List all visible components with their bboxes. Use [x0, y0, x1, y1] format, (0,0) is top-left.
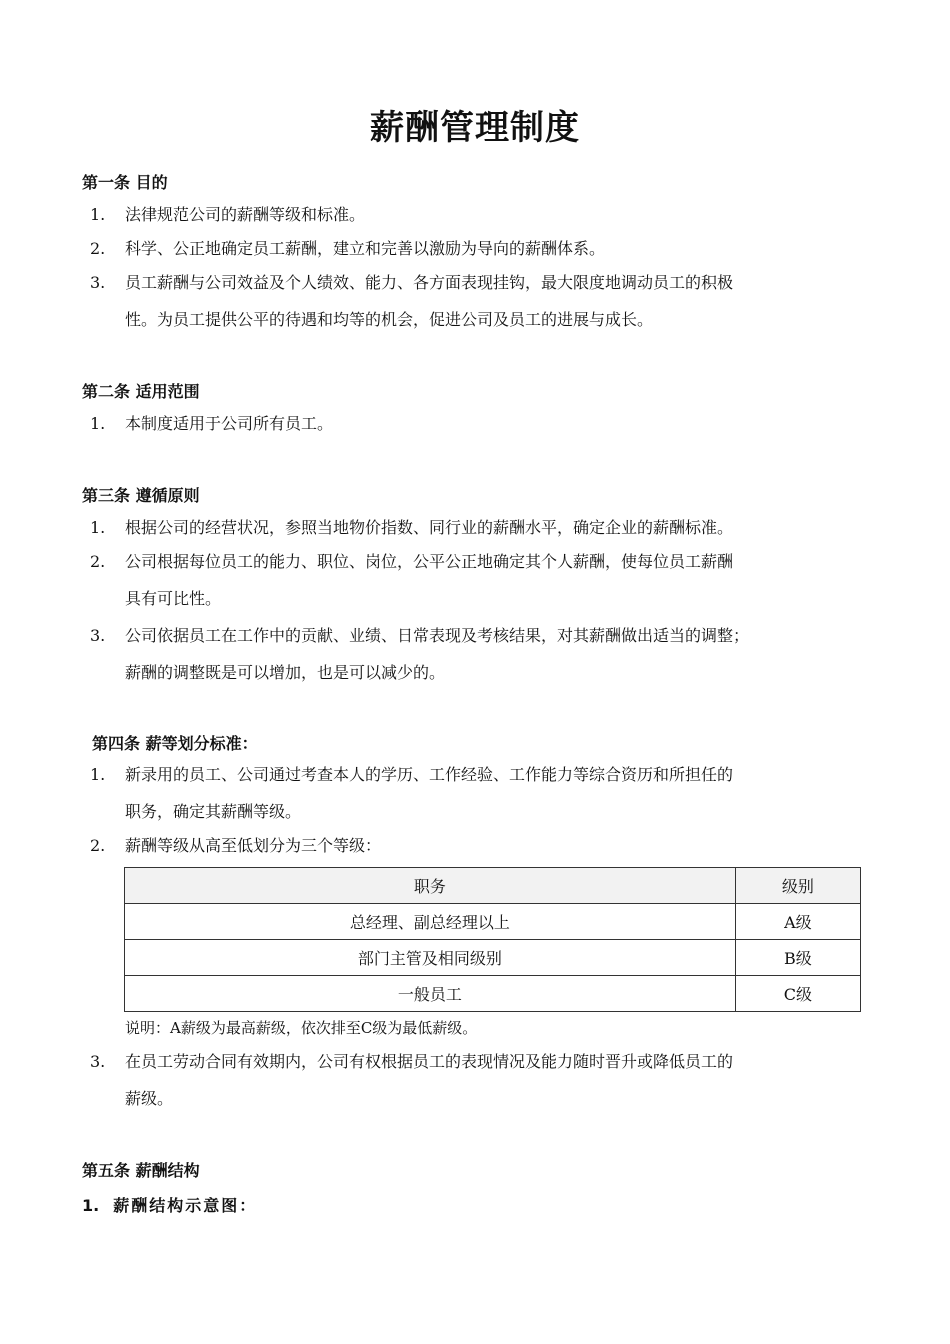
table-row: [125, 940, 861, 976]
item-text: 薪酬结构示意图：: [113, 1196, 258, 1215]
page-title: 薪酬管理制度: [370, 108, 580, 148]
item-number: 1.: [90, 518, 106, 537]
item-text-continued: 薪级。: [125, 1089, 174, 1108]
item-number: 2.: [90, 239, 106, 258]
table-cell-position: 总经理、副总经理以上: [125, 904, 736, 940]
table-header-row: [125, 868, 861, 904]
column-header-position: 职务: [125, 868, 736, 904]
table-cell-position: 部门主管及相同级别: [125, 940, 736, 976]
item-text: 法律规范公司的薪酬等级和标准。: [125, 205, 366, 224]
item-text: 薪酬等级从高至低划分为三个等级：: [125, 836, 382, 855]
table-row: [125, 904, 861, 940]
section-5-item-1: [82, 1193, 257, 1216]
item-text: 在员工劳动合同有效期内，公司有权根据员工的表现情况及能力随时晋升或降低员工的: [125, 1052, 734, 1071]
table-note: 说明：A薪级为最高薪级，依次排至C级为最低薪级。: [125, 1019, 478, 1037]
section-1-heading: 第一条 目的: [82, 173, 168, 192]
item-number: 2.: [90, 552, 106, 571]
item-text-continued: 具有可比性。: [125, 589, 222, 608]
section-4-heading: 第四条 薪等划分标准：: [92, 734, 258, 753]
table-row: [125, 976, 861, 1012]
item-text: 员工薪酬与公司效益及个人绩效、能力、各方面表现挂钩，最大限度地调动员工的积极: [125, 273, 734, 292]
salary-grade-table: [124, 867, 861, 1012]
column-header-grade: 级别: [735, 868, 860, 904]
table-cell-grade: B级: [735, 940, 860, 976]
item-number: 1.: [82, 1196, 100, 1215]
table-cell-grade: A级: [735, 904, 860, 940]
section-5-heading: 第五条 薪酬结构: [82, 1161, 200, 1180]
item-text-continued: 性。为员工提供公平的待遇和均等的机会，促进公司及员工的进展与成长。: [125, 310, 654, 329]
item-number: 1.: [90, 205, 106, 224]
table-cell-grade: C级: [735, 976, 860, 1012]
item-text-continued: 薪酬的调整既是可以增加，也是可以减少的。: [125, 663, 446, 682]
table-cell-position: 一般员工: [125, 976, 736, 1012]
item-number: 1.: [90, 414, 106, 433]
item-text: 科学、公正地确定员工薪酬，建立和完善以激励为导向的薪酬体系。: [125, 239, 606, 258]
item-text-continued: 职务，确定其薪酬等级。: [125, 802, 302, 821]
item-text: 根据公司的经营状况，参照当地物价指数、同行业的薪酬水平，确定企业的薪酬标准。: [125, 518, 734, 537]
item-text: 本制度适用于公司所有员工。: [125, 414, 334, 433]
item-number: 3.: [90, 273, 106, 292]
item-number: 3.: [90, 626, 106, 645]
item-number: 1.: [90, 765, 106, 784]
section-3-heading: 第三条 遵循原则: [82, 486, 200, 505]
item-text: 公司根据每位员工的能力、职位、岗位，公平公正地确定其个人薪酬，使每位员工薪酬: [125, 552, 734, 571]
item-number: 3.: [90, 1052, 106, 1071]
item-number: 2.: [90, 836, 106, 855]
section-2-heading: 第二条 适用范围: [82, 382, 200, 401]
item-text: 公司依据员工在工作中的贡献、业绩、日常表现及考核结果，对其薪酬做出适当的调整；: [125, 626, 750, 645]
item-text: 新录用的员工、公司通过考查本人的学历、工作经验、工作能力等综合资历和所担任的: [125, 765, 734, 784]
